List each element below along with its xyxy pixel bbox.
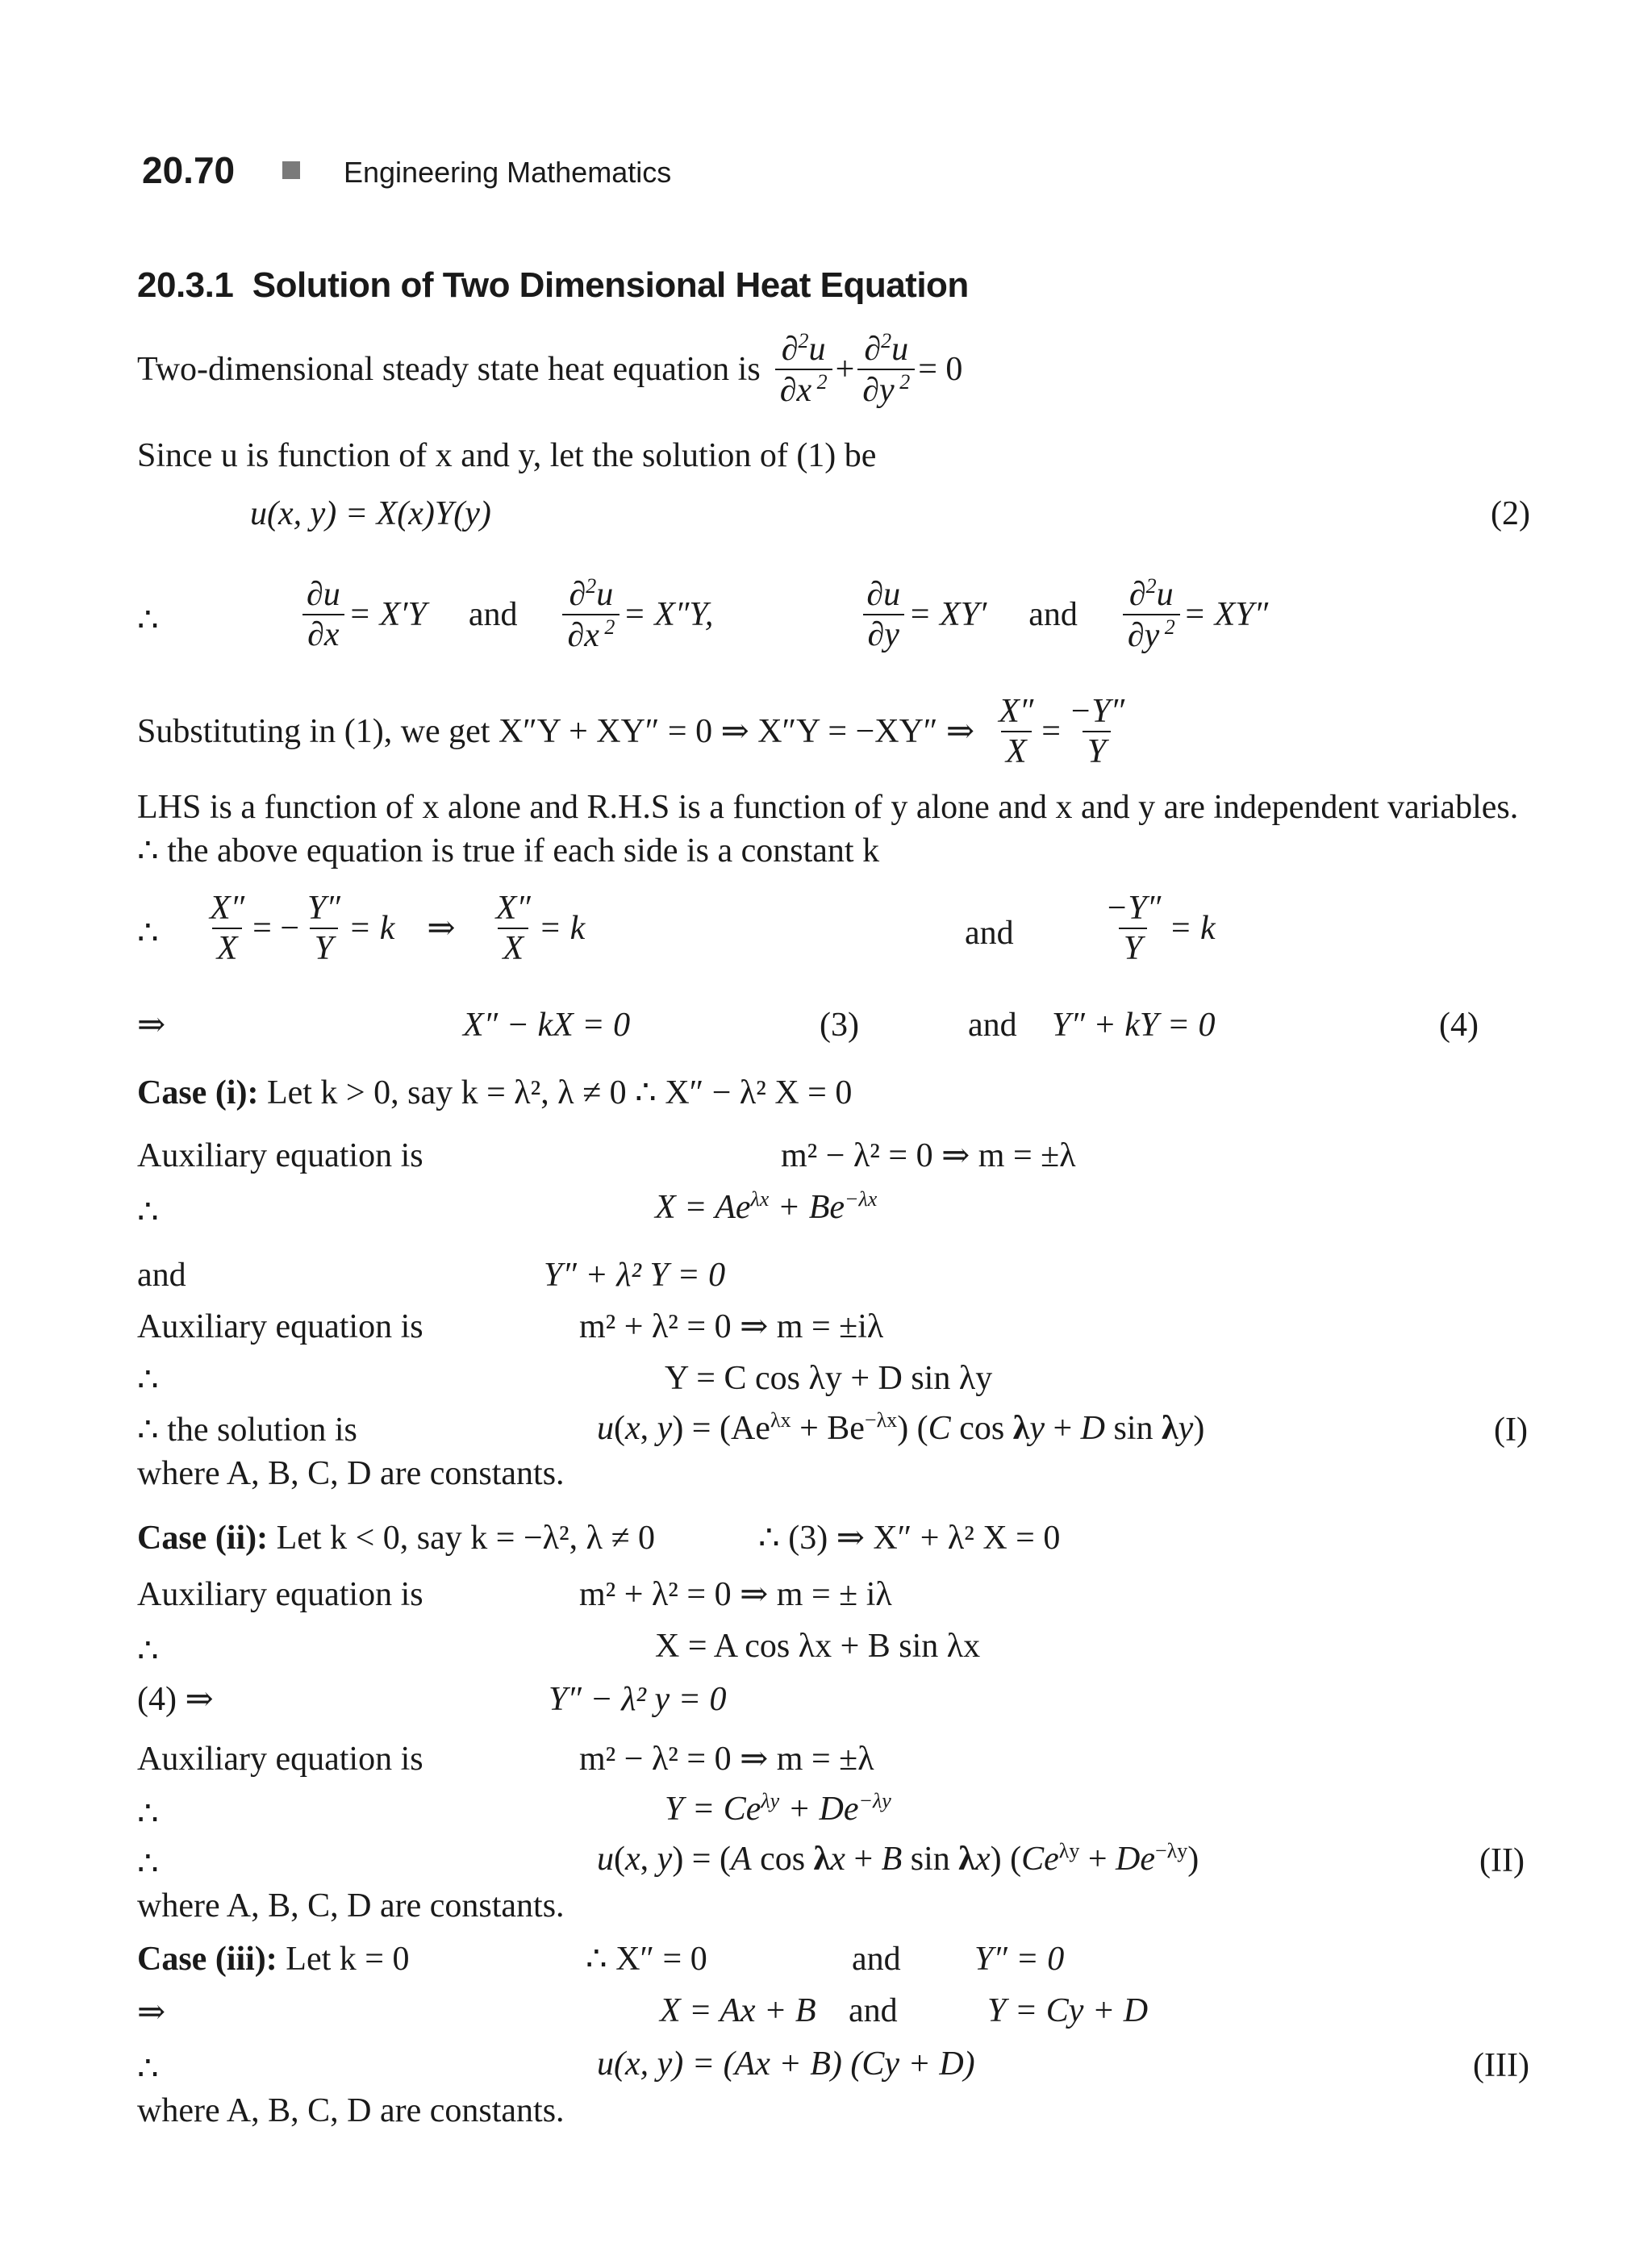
tag-I: (I) [1494, 1412, 1528, 1449]
case3-and-2: and [849, 1992, 898, 2029]
case3-constants: where A, B, C, D are constants. [137, 2092, 565, 2129]
ratio-right: $\frac{-Y''}{Y}$ = k [1105, 890, 1216, 968]
intro-line: Two-dimensional steady state heat equation is $\frac{\partial^2u}{\partial x ^2}$ + $\frac{\partial^2u}{\partial y ^2}$ = 0 [137, 329, 963, 410]
case2-aux-label: Auxiliary equation is [137, 1576, 423, 1613]
therefore-1: ∴ [137, 602, 159, 639]
case1-aux-label: Auxiliary equation is [137, 1137, 423, 1174]
case2-heading: Case (ii): [137, 1520, 269, 1557]
ratio-and: and [965, 915, 1014, 952]
case1-condition: Let k > 0, say k = λ², λ ≠ 0 ∴ X″ − λ² X = 0 [266, 1074, 853, 1111]
section-number: 20.3.1 [137, 265, 234, 305]
tag-II: (II) [1479, 1842, 1525, 1879]
case1-constants: where A, B, C, D are constants. [137, 1455, 565, 1492]
derivs-and-2: and [1028, 596, 1078, 634]
tag-III: (III) [1473, 2047, 1529, 2084]
derivatives-row: $\frac{\partial u}{\partial x}$ = X′Y and $\frac{\partial^2u}{\partial x ^2}$ = X″Y, $\frac{\partial u}{\partial y}$ = XY′ and $\frac{\partial^2u}{\partial y ^2}$ = XY″ [298, 574, 1268, 656]
case2-x-solution: X = A cos λx + B sin λx [655, 1628, 981, 1665]
therefore-3: ∴ [137, 1194, 159, 1231]
case1-line [137, 1076, 852, 1110]
header-bullet-icon [282, 161, 300, 179]
case3-y-solution: Y = Cy + D [987, 1992, 1149, 2029]
case3-condition: Let k = 0 [286, 1941, 410, 1978]
case3-heading: Case (iii): [137, 1941, 277, 1978]
therefore-6: ∴ [137, 1795, 159, 1833]
implies-1: ⇒ [137, 1007, 166, 1044]
therefore-5: ∴ [137, 1633, 159, 1670]
eq2: u(x, y) = X(x)Y(y) [250, 495, 491, 532]
case2-condition: Let k < 0, say k = −λ², λ ≠ 0 [276, 1520, 656, 1557]
section-title: Solution of Two Dimensional Heat Equation [252, 265, 969, 305]
subst-text: Substituting in (1), we get X″Y + XY″ = 0 ⇒ X″Y = −XY″ ⇒ [137, 713, 975, 751]
lhs-line-2: ∴ the above equation is true if each side is a constant k [137, 832, 880, 869]
derivs-and-1: and [468, 596, 518, 634]
case2-aux: m² + λ² = 0 ⇒ m = ± iλ [579, 1576, 892, 1613]
case1-x-solution: $X = Ae^{\lambda x} + Be^{-\lambda x}$ [655, 1187, 878, 1226]
eq1-frac-x: $\frac{\partial^2u}{\partial x ^2}$ [775, 329, 832, 411]
running-head: Engineering Mathematics [344, 156, 672, 189]
case1-and: and [137, 1257, 186, 1294]
tag-4: (4) [1439, 1007, 1479, 1044]
eq3: X″ − kX = 0 [463, 1007, 631, 1044]
case1-aux2: m² + λ² = 0 ⇒ m = ±iλ [579, 1308, 884, 1345]
tag-2: (2) [1491, 495, 1530, 532]
case2-solution: u(x, y) = (A cos λx + B sin λx) $(Ce^{\lambda y} + De^{-\lambda y})$ [597, 1839, 1199, 1878]
case2-line [137, 1521, 655, 1555]
case1-y-solution: Y = C cos λy + D sin λy [665, 1360, 993, 1397]
eq1-frac-y: $\frac{\partial^2u}{\partial y ^2}$ [857, 329, 915, 411]
case2-y-solution: $Y = Ce^{\lambda y} + De^{-\lambda y}$ [665, 1789, 891, 1828]
case2-aux2: m² − λ² = 0 ⇒ m = ±λ [579, 1741, 874, 1778]
case1-y-eq: Y″ + λ² Y = 0 [544, 1257, 726, 1294]
page-number: 20.70 [142, 149, 236, 191]
case3-eqs-2: Y″ = 0 [974, 1941, 1065, 1978]
therefore-8: ∴ [137, 2050, 159, 2087]
case2-four: (4) ⇒ [137, 1681, 214, 1718]
case2-condition-2: ∴ (3) ⇒ X″ + λ² X = 0 [758, 1520, 1061, 1557]
case1-aux: m² − λ² = 0 ⇒ m = ±λ [781, 1137, 1076, 1174]
therefore-7: ∴ [137, 1845, 159, 1883]
substituting-line: Substituting in (1), we get X″Y + XY″ = 0 ⇒ X″Y = −XY″ ⇒ $\frac{X''}{X}$ = $\frac{-Y''}{Y}$ [137, 693, 1125, 771]
case3-and: and [852, 1941, 901, 1978]
case1-solution-label: ∴ the solution is [137, 1412, 357, 1449]
eq4: Y″ + kY = 0 [1052, 1007, 1216, 1044]
case2-aux2-label: Auxiliary equation is [137, 1741, 423, 1778]
therefore-2: ∴ [137, 915, 159, 952]
section-heading [137, 265, 969, 305]
since-text: Since u is function of x and y, let the solution of (1) be [137, 437, 877, 474]
case3-solution: u(x, y) = (Ax + B) (Cy + D) [597, 2045, 975, 2083]
tag-3: (3) [820, 1007, 859, 1044]
case3-eqs: ∴ X″ = 0 [586, 1941, 707, 1978]
case1-heading: Case (i): [137, 1074, 259, 1111]
case3-x-solution: X = Ax + B [660, 1992, 816, 2029]
case2-y-eq: Y″ − λ² y = 0 [549, 1681, 727, 1718]
case1-aux2-label: Auxiliary equation is [137, 1308, 423, 1345]
case1-solution: u(x, $y) = (Ae^{\lambda x} + Be^{-\lambda x})$ (C cos λy + D sin λy) [597, 1408, 1205, 1447]
case3-line [137, 1942, 409, 1976]
intro-text: Two-dimensional steady state heat equation is [137, 351, 761, 389]
implies-2: ⇒ [137, 1994, 166, 2031]
ratio-line: $\frac{X''}{X}$ = − $\frac{Y''}{Y}$ = k ⇒ $\frac{X''}{X}$ = k [210, 890, 586, 968]
case2-constants: where A, B, C, D are constants. [137, 1887, 565, 1924]
therefore-4: ∴ [137, 1362, 159, 1399]
lhs-line-1: LHS is a function of x alone and R.H.S is a function of y alone and x and y are independent variables. [137, 789, 1519, 826]
eq4-and: and [968, 1007, 1017, 1044]
